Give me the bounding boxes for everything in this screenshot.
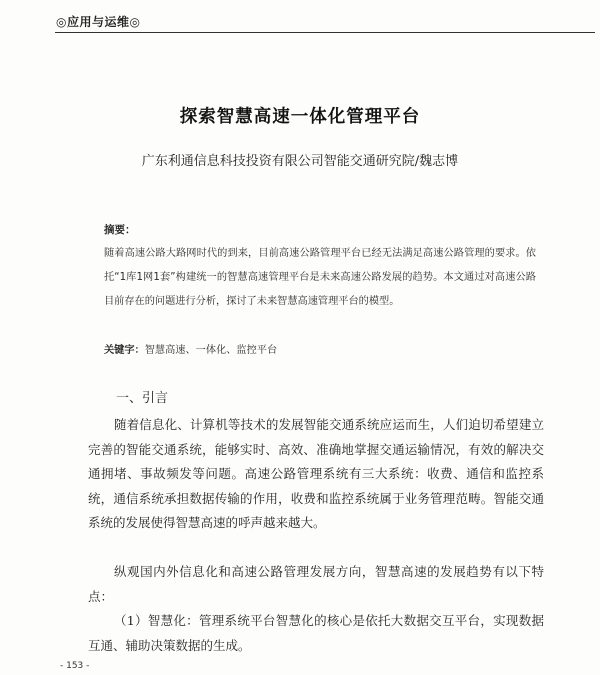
body-paragraph-1: 随着信息化、计算机等技术的发展智能交通系统应运而生，人们迫切希望建立完善的智能交通系统，能够实时、高效、准确地掌握交通运输情况，有效的解决交通拥堵、事故频发等问题。高速公路管理系统有三大系统：收费、通信和监控系统，通信系统承担数据传输的作用，收费和监控系统属于业务管理范畴。智能交通系统的发展使得智慧高速的呼声越来越大。	[88, 417, 544, 530]
page-number: - 153 -	[60, 661, 90, 671]
abstract-label: 摘要：	[104, 224, 136, 236]
keywords	[104, 341, 277, 356]
body-paragraph-2: 纵观国内外信息化和高速公路管理发展方向，智慧高速的发展趋势有以下特点：	[88, 564, 544, 604]
keywords-label: 关键字：	[104, 345, 145, 356]
header-rule	[55, 32, 595, 33]
article-authors: 广东利通信息科技投资有限公司智能交通研究院/魏志博	[141, 154, 459, 169]
article-title: 探索智慧高速一体化管理平台	[179, 107, 421, 127]
keywords-text: 智慧高速、一体化、监控平台	[144, 345, 278, 356]
section-heading: 一、引言	[116, 391, 169, 406]
running-header: ◎应用与运维◎	[56, 15, 141, 29]
abstract-text: 随着高速公路大路网时代的到来，目前高速公路管理平台已经无法满足高速公路管理的要求。依托“1库1网1套”构建统一的智慧高速管理平台是未来高速公路发展的趋势。本文通过对高速公路目前存在的问题进行分析，探讨了未来智慧高速管理平台的模型。	[104, 248, 536, 307]
body-paragraph-3: （1）智慧化：管理系统平台智慧化的核心是依托大数据交互平台，实现数据互通、辅助决策数据的生成。	[88, 613, 544, 653]
